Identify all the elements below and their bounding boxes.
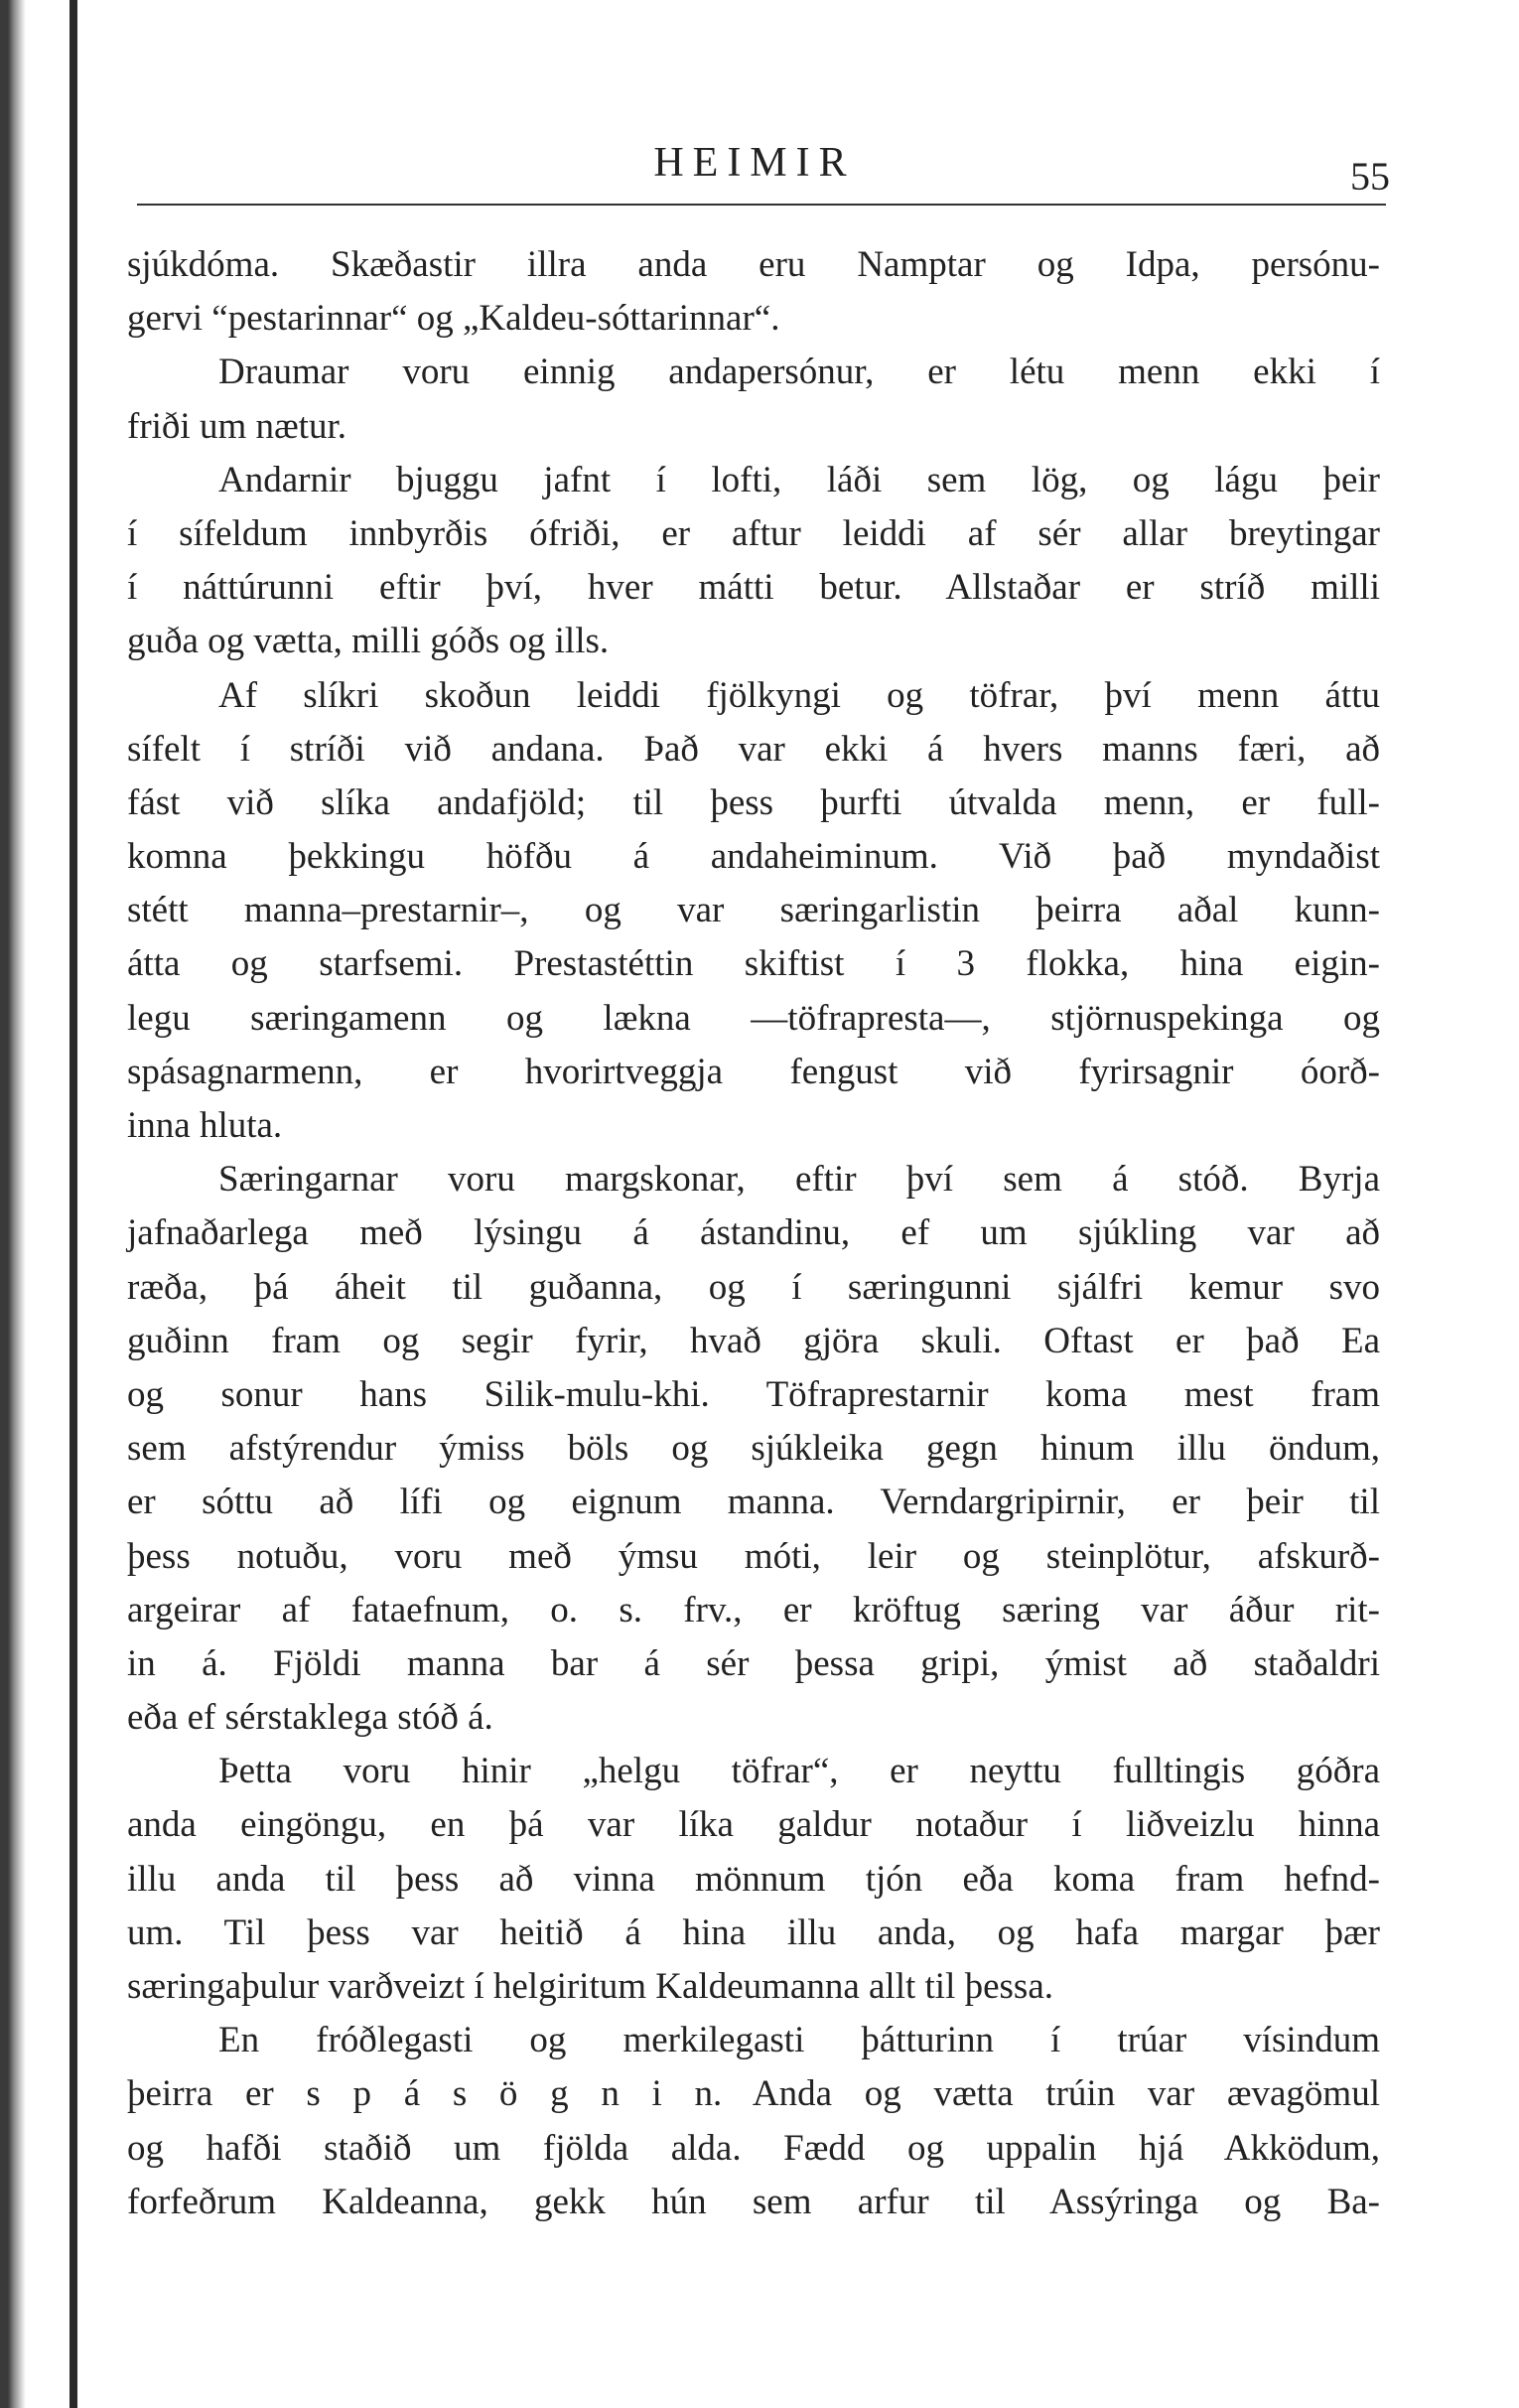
text-line: átta og starfsemi. Prestastéttin skiftist í 3 flokka, hina eigin- [127,943,1380,985]
text-line: Andarnir bjuggu jafnt í lofti, láði sem lög, og lágu þeir [218,459,1380,500]
page-binding-shadow [69,0,77,2408]
text-line: friði um nætur. [127,405,346,447]
text-line: Þetta voru hinir „helgu töfrar“, er neyttu fulltingis góðra [218,1751,1380,1792]
text-line: Af slíkri skoðun leiddi fjölkyngi og töfrar, því menn áttu [218,674,1380,716]
text-line: gervi “pestarinnar“ og „Kaldeu-sóttarinnar“. [127,298,780,340]
text-line: og sonur hans Silik-mulu-khi. Töfraprestarnir koma mest fram [127,1373,1380,1415]
text-line: argeirar af fataefnum, o. s. frv., er kröftug særing var áður rit- [127,1589,1380,1630]
text-line: sem afstýrendur ýmiss böls og sjúkleika gegn hinum illu öndum, [127,1428,1380,1470]
text-line: særingaþulur varðveizt í helgiritum Kaldeumanna allt til þessa. [127,1966,1053,2007]
header-rule [137,204,1386,206]
text-line: ræða, þá áheit til guðanna, og í særingunni sjálfri kemur svo [127,1266,1380,1308]
text-line: En fróðlegasti og merkilegasti þátturinn í trúar vísindum [218,2020,1380,2061]
text-line: forfeðrum Kaldeanna, gekk hún sem arfur til Assýringa og Ba- [127,2181,1380,2222]
text-line: guða og vætta, milli góðs og ills. [127,621,610,662]
text-line: illu anda til þess að vinna mönnum tjón eða koma fram hefnd- [127,1858,1380,1900]
running-title: HEIMIR [653,140,856,186]
text-line: er sóttu að lífi og eignum manna. Verndargripirnir, er þeir til [127,1482,1380,1523]
page-body-text [127,238,1380,2229]
text-line: spásagnarmenn, er hvorirtveggja fengust við fyrirsagnir óorð- [127,1051,1380,1092]
text-line: inna hluta. [127,1105,283,1146]
text-line: sjúkdóma. Skæðastir illra anda eru Namptar og Idpa, persónu- [127,244,1380,285]
text-line: jafnaðarlega með lýsingu á ástandinu, ef um sjúkling var að [127,1212,1380,1254]
text-line: og hafði staðið um fjölda alda. Fædd og uppalin hjá Akködum, [127,2127,1380,2169]
text-line: fást við slíka andafjöld; til þess þurfti útvalda menn, er full- [127,781,1380,823]
text-line: legu særingamenn og lækna —töfrapresta—, stjörnuspekinga og [127,997,1380,1039]
text-line: Særingarnar voru margskonar, eftir því sem á stóð. Byrja [218,1159,1380,1201]
page-number: 55 [1350,154,1390,199]
page-binding-edge [0,0,26,2408]
text-line: um. Til þess var heitið á hina illu anda, og hafa margar þær [127,1912,1380,1953]
text-line: komna þekkingu höfðu á andaheiminum. Við það myndaðist [127,836,1380,878]
running-header [0,139,1519,199]
text-line: Draumar voru einnig andapersónur, er létu menn ekki í [218,352,1380,393]
text-line: þess notuðu, voru með ýmsu móti, leir og steinplötur, afskurð- [127,1535,1380,1577]
text-line: in á. Fjöldi manna bar á sér þessa gripi, ýmist að staðaldri [127,1642,1380,1684]
text-line: sífelt í stríði við andana. Það var ekki á hvers manns færi, að [127,728,1380,770]
text-line: eða ef sérstaklega stóð á. [127,1697,493,1739]
text-line: stétt manna–prestarnir–, og var særingarlistin þeirra aðal kunn- [127,890,1380,931]
text-line: í náttúrunni eftir því, hver mátti betur. Allstaðar er stríð milli [127,567,1380,609]
text-line: í sífeldum innbyrðis ófriði, er aftur leiddi af sér allar breytingar [127,512,1380,554]
text-line: anda eingöngu, en þá var líka galdur notaður í liðveizlu hinna [127,1804,1380,1846]
text-line: guðinn fram og segir fyrir, hvað gjöra skuli. Oftast er það Ea [127,1320,1380,1361]
text-line: þeirra er s p á s ö g n i n. Anda og vætta trúin var ævagömul [127,2073,1380,2115]
